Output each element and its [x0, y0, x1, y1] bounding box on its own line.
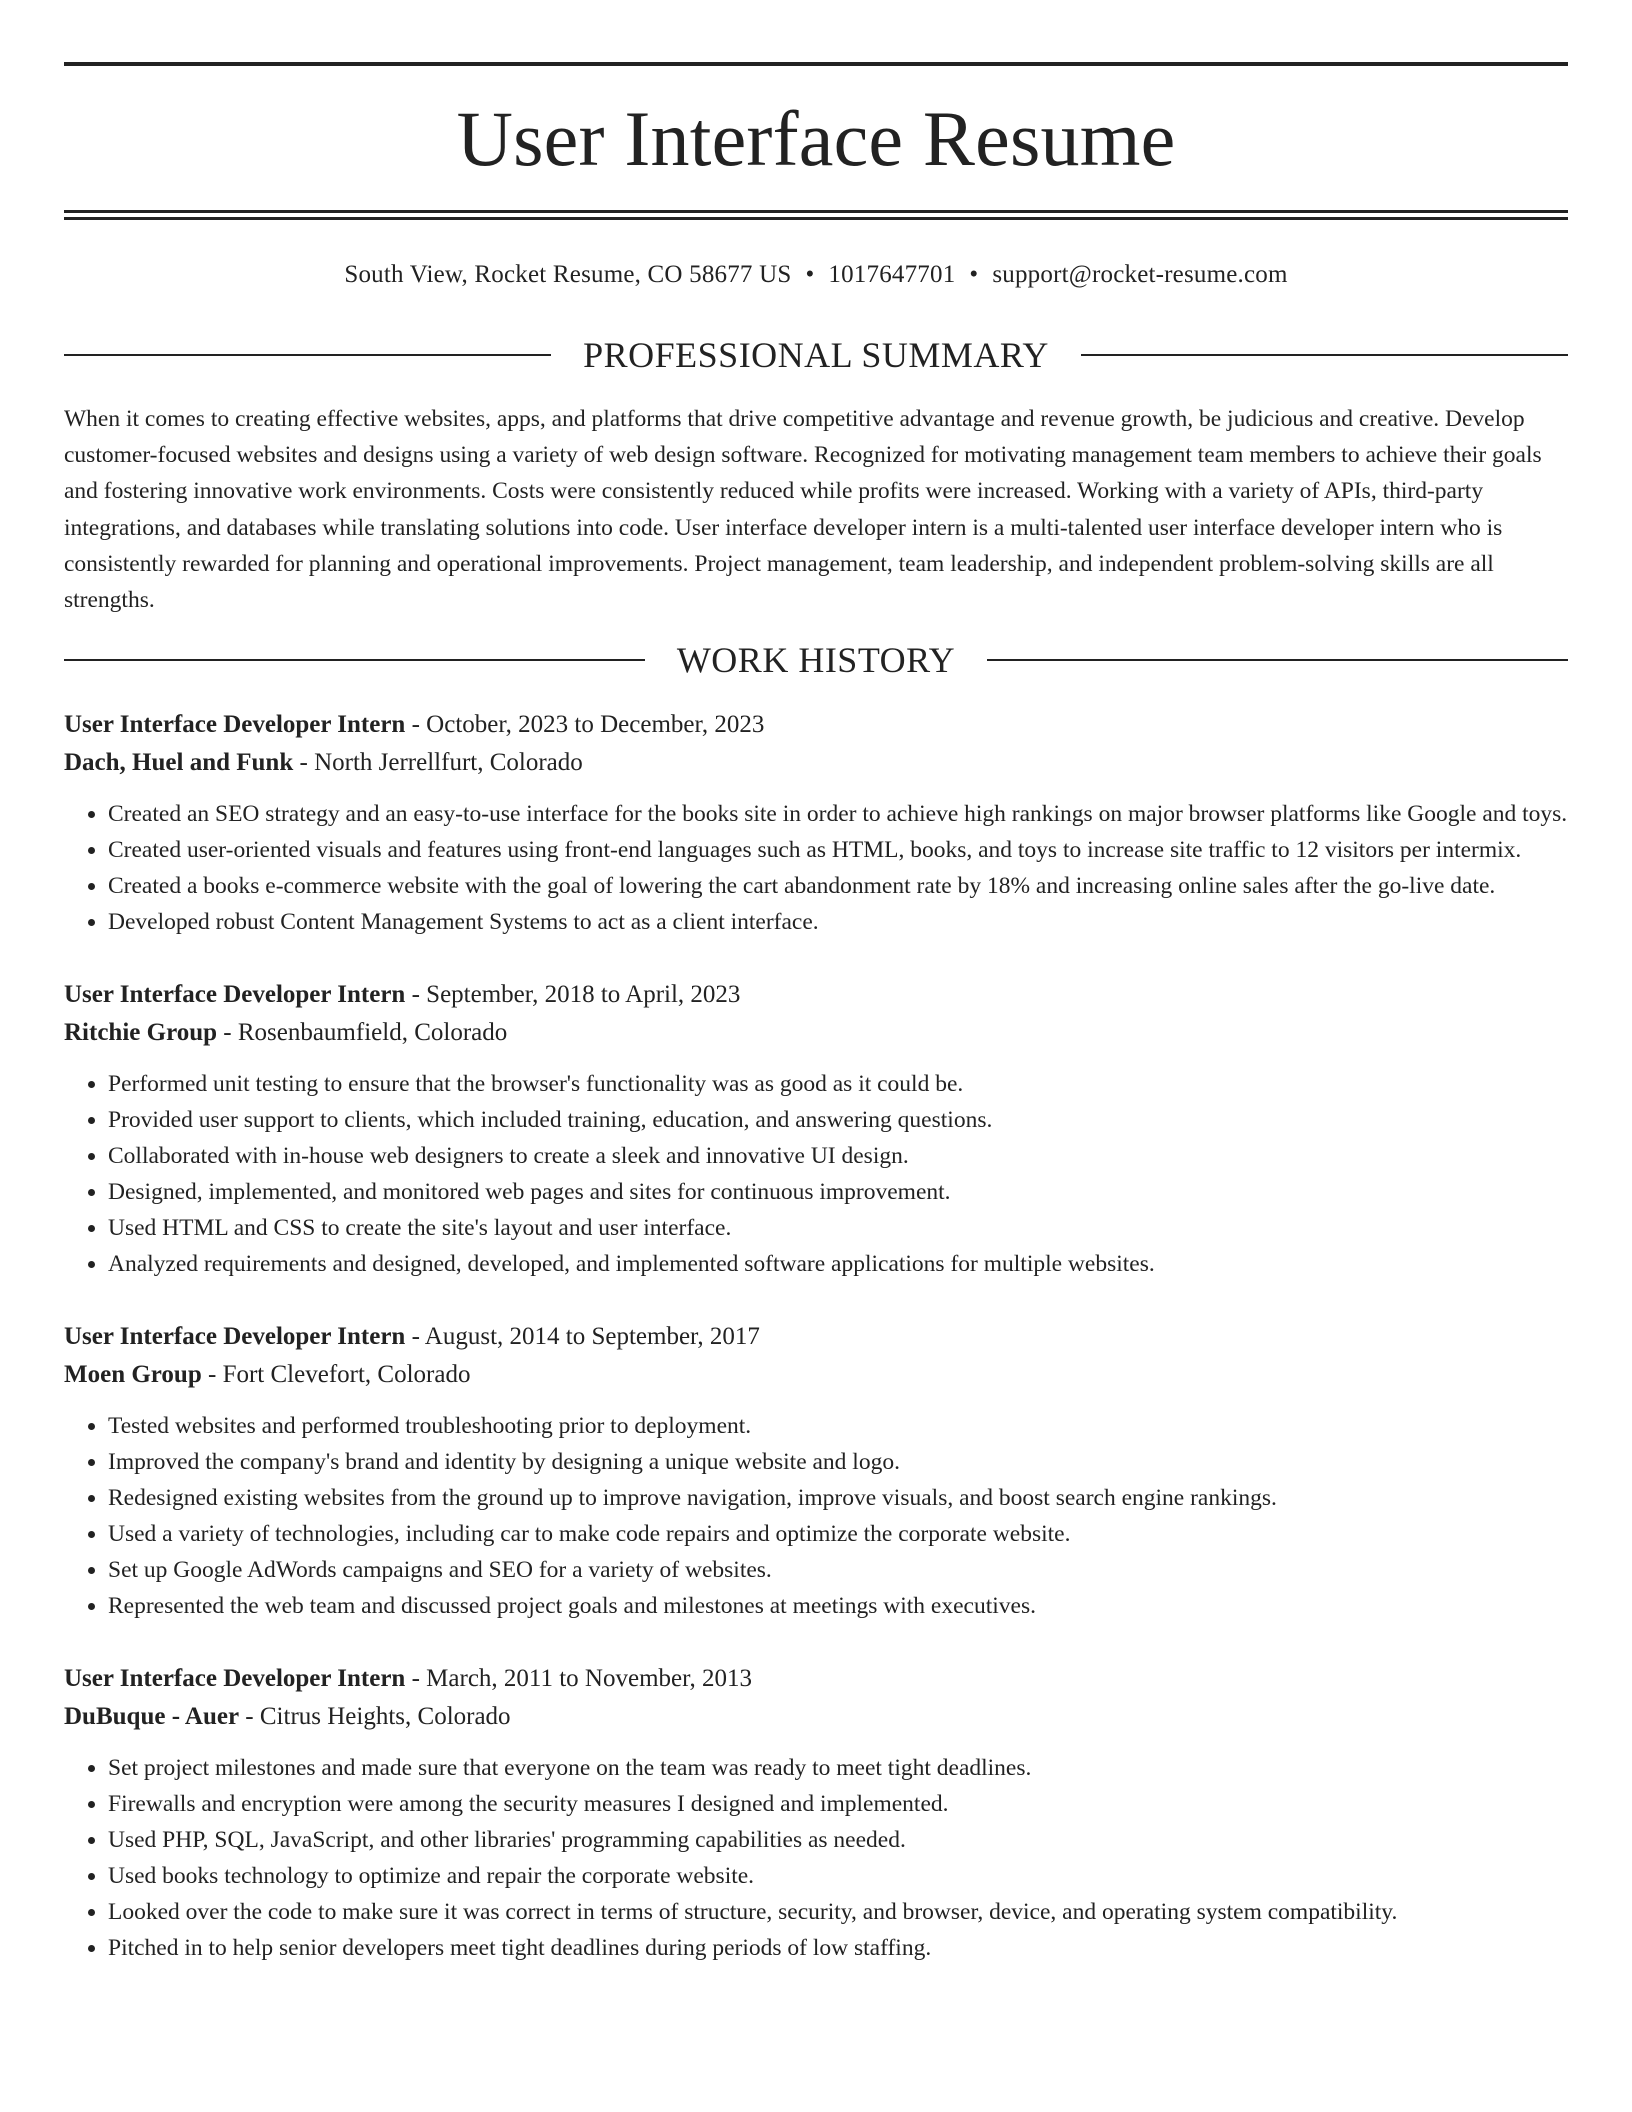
- job-bullet: • Developed robust Content Management Systems to act as a client interface.: [108, 904, 1568, 940]
- title-double-rule: [64, 210, 1568, 220]
- job-bullet: • Used PHP, SQL, JavaScript, and other libraries' programming capabilities as needed.: [108, 1822, 1568, 1858]
- job-bullet: • Performed unit testing to ensure that the browser's functionality was as good as it could be.: [108, 1066, 1568, 1102]
- job-title-line: [64, 706, 1568, 744]
- heading-rule-left: [64, 354, 551, 356]
- job-bullet: • Set project milestones and made sure that everyone on the team was ready to meet tight deadlines.: [108, 1750, 1568, 1786]
- job-bullet: • Looked over the code to make sure it was correct in terms of structure, security, and browser, device, and operating system compatibility.: [108, 1894, 1568, 1930]
- job-entry: [64, 1318, 1568, 1624]
- work-history-list: [64, 706, 1568, 1966]
- job-bullet: • Created an SEO strategy and an easy-to-use interface for the books site in order to achieve high rankings on major browser platforms like Google and toys.: [108, 796, 1568, 832]
- summary-heading: PROFESSIONAL SUMMARY: [583, 335, 1049, 375]
- job-company-line: [64, 1356, 1568, 1394]
- job-title-line: [64, 1660, 1568, 1698]
- heading-rule-left: [64, 659, 645, 661]
- job-bullet-list: [64, 796, 1568, 940]
- heading-rule-right: [987, 659, 1568, 661]
- job-bullet: • Created user-oriented visuals and features using front-end languages such as HTML, books, and toys to increase site traffic to 12 visitors per intermix.: [108, 832, 1568, 868]
- contact-phone: 1017647701: [828, 261, 956, 288]
- job-location: - North Jerrellfurt, Colorado: [299, 749, 583, 777]
- job-title-line: [64, 976, 1568, 1014]
- job-company-line: [64, 1698, 1568, 1736]
- job-company-line: [64, 1014, 1568, 1052]
- job-bullet: • Redesigned existing websites from the ground up to improve navigation, improve visuals, and boost search engine rankings.: [108, 1480, 1568, 1516]
- summary-heading-row: [64, 337, 1568, 373]
- heading-rule-right: [1081, 354, 1568, 356]
- job-bullet: • Improved the company's brand and identity by designing a unique website and logo.: [108, 1444, 1568, 1480]
- job-bullet: • Created a books e-commerce website with the goal of lowering the cart abandonment rate by 18% and increasing online sales after the go-live date.: [108, 868, 1568, 904]
- resume-title: User Interface Resume: [456, 95, 1176, 182]
- job-bullet: • Collaborated with in-house web designers to create a sleek and innovative UI design.: [108, 1138, 1568, 1174]
- job-bullet: • Used HTML and CSS to create the site's layout and user interface.: [108, 1210, 1568, 1246]
- summary-text: When it comes to creating effective websites, apps, and platforms that drive competitive advantage and revenue growth, be judicious and creative. Develop customer-focused websites and designs using a variety of web design software. Recognized for motivating management team members to achieve their goals and fostering innovative work environments. Costs were consistently reduced while profits were increased. Working with a variety of APIs, third-party integrations, and databases while translating solutions into code. User interface developer intern is a multi-talented user interface developer intern who is consistently rewarded for planning and operational improvements. Project management, team leadership, and independent problem-solving skills are all strengths.: [64, 406, 1542, 614]
- job-location: - Citrus Heights, Colorado: [245, 1703, 511, 1731]
- job-bullet: • Set up Google AdWords campaigns and SEO for a variety of websites.: [108, 1552, 1568, 1588]
- contact-separator: •: [805, 261, 815, 288]
- contact-line: [64, 262, 1568, 287]
- job-title: User Interface Developer Intern: [64, 1665, 406, 1693]
- job-dates: - August, 2014 to September, 2017: [411, 1323, 760, 1351]
- job-bullet: • Used books technology to optimize and repair the corporate website.: [108, 1858, 1568, 1894]
- job-dates: - October, 2023 to December, 2023: [411, 711, 765, 739]
- job-entry: [64, 706, 1568, 940]
- job-bullet: • Provided user support to clients, which included training, education, and answering questions.: [108, 1102, 1568, 1138]
- job-title-line: [64, 1318, 1568, 1356]
- job-bullet: • Designed, implemented, and monitored web pages and sites for continuous improvement.: [108, 1174, 1568, 1210]
- job-bullet-list: [64, 1066, 1568, 1282]
- job-bullet: • Represented the web team and discussed project goals and milestones at meetings with executives.: [108, 1588, 1568, 1624]
- work-heading-row: [64, 640, 1568, 681]
- job-bullet: • Pitched in to help senior developers meet tight deadlines during periods of low staffing.: [108, 1930, 1568, 1966]
- job-bullet: • Tested websites and performed troubleshooting prior to deployment.: [108, 1408, 1568, 1444]
- job-bullet: • Firewalls and encryption were among the security measures I designed and implemented.: [108, 1786, 1568, 1822]
- job-location: - Fort Clevefort, Colorado: [208, 1361, 471, 1389]
- job-bullet: • Used a variety of technologies, including car to make code repairs and optimize the corporate website.: [108, 1516, 1568, 1552]
- job-location: - Rosenbaumfield, Colorado: [223, 1019, 508, 1047]
- job-title: User Interface Developer Intern: [64, 1323, 406, 1351]
- job-company: DuBuque - Auer: [64, 1703, 240, 1731]
- job-company: Dach, Huel and Funk: [64, 749, 294, 777]
- job-dates: - September, 2018 to April, 2023: [411, 981, 741, 1009]
- job-dates: - March, 2011 to November, 2013: [411, 1665, 752, 1693]
- job-company: Moen Group: [64, 1361, 202, 1389]
- job-company-line: [64, 744, 1568, 782]
- job-title: User Interface Developer Intern: [64, 981, 406, 1009]
- top-rule: [64, 62, 1568, 66]
- job-bullet: • Analyzed requirements and designed, developed, and implemented software applications for multiple websites.: [108, 1246, 1568, 1282]
- job-title: User Interface Developer Intern: [64, 711, 406, 739]
- job-entry: [64, 1660, 1568, 1966]
- work-heading: WORK HISTORY: [676, 640, 956, 681]
- job-company: Ritchie Group: [64, 1019, 218, 1047]
- job-bullet-list: [64, 1750, 1568, 1966]
- job-entry: [64, 976, 1568, 1282]
- job-bullet-list: [64, 1408, 1568, 1624]
- contact-email: support@rocket-resume.com: [992, 261, 1288, 288]
- contact-address: South View, Rocket Resume, CO 58677 US: [344, 261, 792, 288]
- contact-separator: •: [969, 261, 979, 288]
